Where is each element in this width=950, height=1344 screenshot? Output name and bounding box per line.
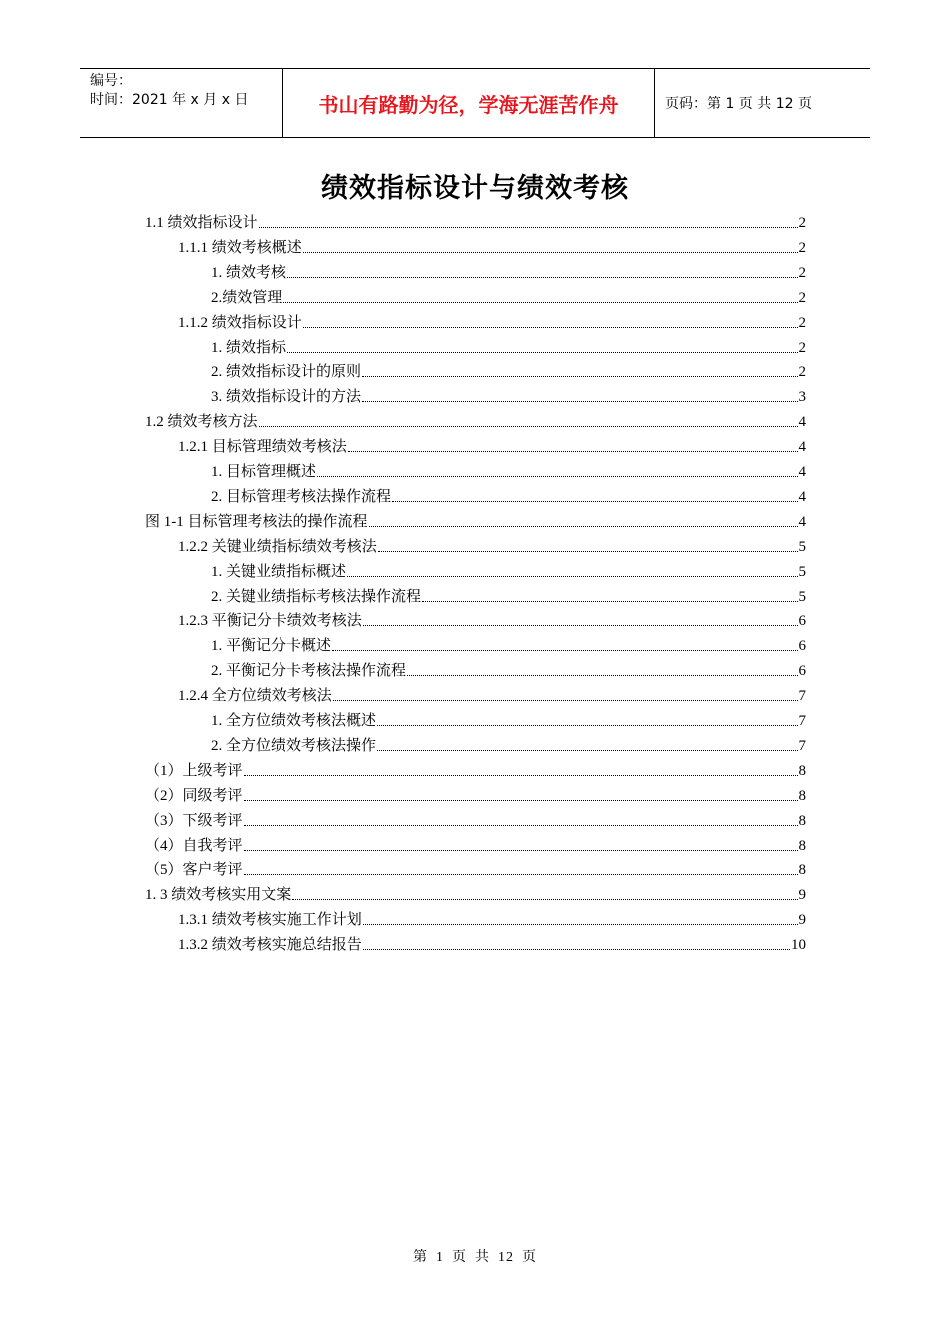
toc-entry-page: 7 [798,688,806,704]
toc-entry-page: 2 [798,315,806,331]
toc-entry-label: 2. 关键业绩指标考核法操作流程 [211,589,422,605]
toc-entry[interactable] [211,656,806,681]
toc-entry-label: 1.3.1 绩效考核实施工作计划 [178,912,362,928]
toc-entry-page: 9 [798,887,806,903]
toc-entry-page: 5 [798,589,806,605]
toc-leader-dots [363,624,798,626]
toc-entry-label: （4）自我考评 [145,838,243,854]
toc-leader-dots [244,774,798,776]
toc-entry-label: 1. 关键业绩指标概述 [211,564,347,580]
toc-entry-page: 4 [798,464,806,480]
header-motto: 书山有路勤为径，学海无涯苦作舟 [282,69,655,137]
toc-entry-label: 2. 平衡记分卡考核法操作流程 [211,663,407,679]
toc-entry-page: 8 [798,763,806,779]
toc-entry[interactable] [211,382,806,407]
toc-leader-dots [303,326,798,328]
footer-total-label: 共 [475,1250,490,1265]
page-footer [0,1246,950,1266]
toc-entry[interactable] [145,855,806,880]
toc-leader-dots [244,799,798,801]
toc-entry-page: 2 [798,265,806,281]
toc-entry[interactable] [178,930,806,955]
toc-entry-label: 3. 绩效指标设计的方法 [211,389,362,405]
toc-leader-dots [377,724,797,726]
toc-leader-dots [244,824,798,826]
toc-entry-page: 2 [798,340,806,356]
toc-entry-label: 1. 3 绩效考核实用文案 [145,887,292,903]
toc-entry[interactable] [211,283,806,308]
toc-entry-label: 1.2 绩效考核方法 [145,414,258,430]
toc-entry-page: 4 [798,439,806,455]
toc-leader-dots [363,923,798,925]
toc-leader-dots [363,948,790,950]
header-page-info: 页码：第 1 页 共 12 页 [665,96,812,112]
toc-entry[interactable] [211,631,806,656]
header-meta [80,69,282,137]
document-title: 绩效指标设计与绩效考核 [321,173,629,204]
toc-entry[interactable] [178,681,806,706]
footer-page-unit: 页 [452,1250,467,1265]
toc-leader-dots [244,873,798,875]
toc-leader-dots [317,475,797,477]
toc-entry-label: 1.1.1 绩效考核概述 [178,240,302,256]
toc-leader-dots [332,649,797,651]
toc-entry-page: 4 [798,514,806,530]
toc-leader-dots [348,450,798,452]
footer-total-pages: 12 [498,1250,514,1265]
toc-entry[interactable] [178,905,806,930]
toc-entry-label: 1. 目标管理概述 [211,464,317,480]
toc-entry-label: 1.2.2 关键业绩指标绩效考核法 [178,539,377,555]
toc-entry-label: 2. 全方位绩效考核法操作 [211,738,377,754]
toc-entry-page: 8 [798,813,806,829]
toc-entry-label: 1.2.3 平衡记分卡绩效考核法 [178,613,362,629]
toc-leader-dots [362,375,797,377]
toc-entry-label: 2. 目标管理考核法操作流程 [211,489,392,505]
toc-entry-label: 2. 绩效指标设计的原则 [211,364,362,380]
toc-entry-page: 2 [798,364,806,380]
toc-entry[interactable] [145,407,806,432]
toc-leader-dots [392,500,797,502]
toc-leader-dots [377,749,797,751]
toc-entry[interactable] [211,333,806,358]
toc-entry[interactable] [145,880,806,905]
toc-entry-page: 4 [798,414,806,430]
toc-leader-dots [333,699,798,701]
toc-entry-label: （5）客户考评 [145,862,243,878]
toc-entry-page: 10 [791,937,806,953]
toc-leader-dots [292,898,797,900]
toc-entry-page: 8 [798,838,806,854]
document-header [80,68,870,138]
toc-entry-page: 8 [798,788,806,804]
toc-entry-page: 6 [798,663,806,679]
toc-leader-dots [369,525,798,527]
toc-entry-page: 4 [798,489,806,505]
toc-entry[interactable] [145,507,806,532]
toc-entry[interactable] [145,831,806,856]
toc-entry[interactable] [178,233,806,258]
toc-entry[interactable] [211,357,806,382]
toc-entry-page: 3 [798,389,806,405]
document-number-label: 编号： [90,73,132,89]
toc-entry-page: 7 [798,713,806,729]
toc-entry[interactable] [145,806,806,831]
toc-entry[interactable] [211,731,806,756]
toc-leader-dots [259,425,798,427]
toc-entry-label: （1）上级考评 [145,763,243,779]
toc-entry-page: 5 [798,564,806,580]
toc-entry-label: （3）下级考评 [145,813,243,829]
toc-entry[interactable] [211,582,806,607]
toc-leader-dots [362,400,797,402]
toc-entry[interactable] [145,756,806,781]
toc-entry[interactable] [145,208,806,233]
toc-entry[interactable] [211,557,806,582]
toc-entry[interactable] [178,606,806,631]
toc-entry-label: 图 1-1 目标管理考核法的操作流程 [145,514,368,530]
toc-entry-label: 1. 绩效考核 [211,265,287,281]
toc-leader-dots [283,301,797,303]
toc-entry-label: 1.3.2 绩效考核实施总结报告 [178,937,362,953]
toc-entry[interactable] [178,532,806,557]
toc-entry[interactable] [178,308,806,333]
toc-entry-label: 1.1 绩效指标设计 [145,215,258,231]
toc-entry-page: 2 [798,240,806,256]
footer-first: 第 [413,1250,428,1265]
toc-leader-dots [378,550,798,552]
toc-entry-page: 2 [798,215,806,231]
toc-entry-label: 1. 绩效指标 [211,340,287,356]
toc-entry-label: 1.1.2 绩效指标设计 [178,315,302,331]
toc-entry[interactable] [211,706,806,731]
toc-leader-dots [347,575,797,577]
toc-entry-page: 8 [798,862,806,878]
toc-entry[interactable] [211,258,806,283]
toc-entry-page: 9 [798,912,806,928]
toc-entry[interactable] [211,482,806,507]
toc-entry[interactable] [211,457,806,482]
toc-entry-label: 1.2.1 目标管理绩效考核法 [178,439,347,455]
toc-entry-page: 2 [798,290,806,306]
toc-leader-dots [422,600,797,602]
toc-entry-label: 1. 全方位绩效考核法概述 [211,713,377,729]
toc-entry-page: 7 [798,738,806,754]
toc-leader-dots [244,849,798,851]
toc-entry[interactable] [145,781,806,806]
toc-leader-dots [287,351,797,353]
toc-leader-dots [407,674,797,676]
footer-page-number: 1 [436,1250,444,1265]
toc-entry-page: 6 [798,613,806,629]
toc-leader-dots [303,251,798,253]
document-date: 时间：2021 年 x 月 x 日 [90,92,249,108]
toc-entry-label: 1. 平衡记分卡概述 [211,638,332,654]
toc-entry-label: 2.绩效管理 [211,290,283,306]
toc-entry[interactable] [178,432,806,457]
footer-total-unit: 页 [522,1250,537,1265]
toc-leader-dots [287,276,797,278]
toc-leader-dots [259,226,798,228]
toc-entry-page: 6 [798,638,806,654]
toc-entry-label: 1.2.4 全方位绩效考核法 [178,688,332,704]
toc-entry-label: （2）同级考评 [145,788,243,804]
toc-entry-page: 5 [798,539,806,555]
